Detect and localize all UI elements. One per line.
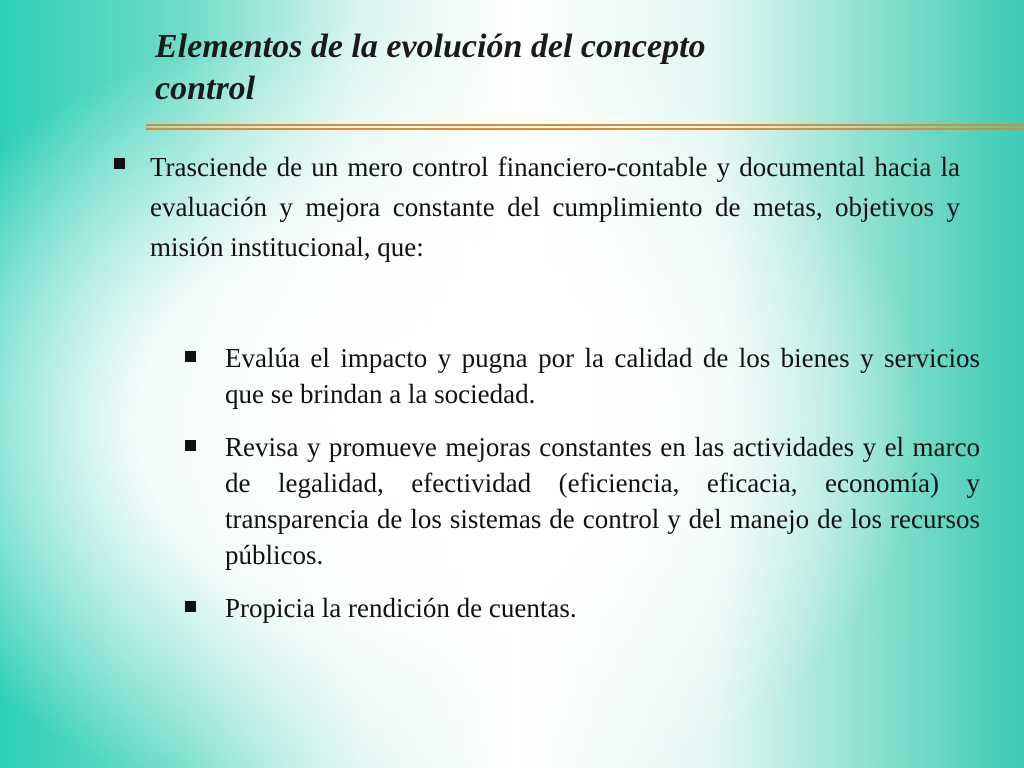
sub-bullet-text: Revisa y promueve mejoras constantes en las actividades y el marco de legalidad, efectividad (eficiencia, eficacia, economía) y transparencia de los sistemas de control y del manejo de los recursos públicos. — [225, 432, 980, 570]
title-divider-line-top — [146, 124, 1024, 126]
title-divider — [146, 124, 1024, 130]
square-bullet-icon — [185, 440, 196, 451]
slide-title-line-2: control — [155, 70, 256, 107]
sub-bullet-text: Evalúa el impacto y pugna por la calidad de los bienes y servicios que se brindan a la sociedad. — [225, 343, 980, 409]
sub-bullet-item — [180, 429, 980, 573]
slide-title-line-1: Elementos de la evolución del concepto — [155, 28, 706, 65]
square-bullet-icon — [185, 351, 196, 362]
square-bullet-icon — [185, 601, 196, 612]
sub-bullet-item — [180, 340, 980, 412]
sub-bullet-list — [180, 340, 980, 643]
title-divider-line-bottom — [146, 128, 1024, 130]
sub-bullet-text: Propicia la rendición de cuentas. — [225, 593, 577, 623]
main-bullet-text: Trasciende de un mero control financiero-contable y documental hacia la evaluación y mejora constante del cumplimiento de metas, objetivos y misión institucional, que: — [150, 152, 960, 262]
main-bullet-item — [110, 147, 960, 267]
square-bullet-icon — [114, 158, 125, 169]
slide-title — [155, 26, 855, 110]
sub-bullet-item — [180, 590, 980, 626]
